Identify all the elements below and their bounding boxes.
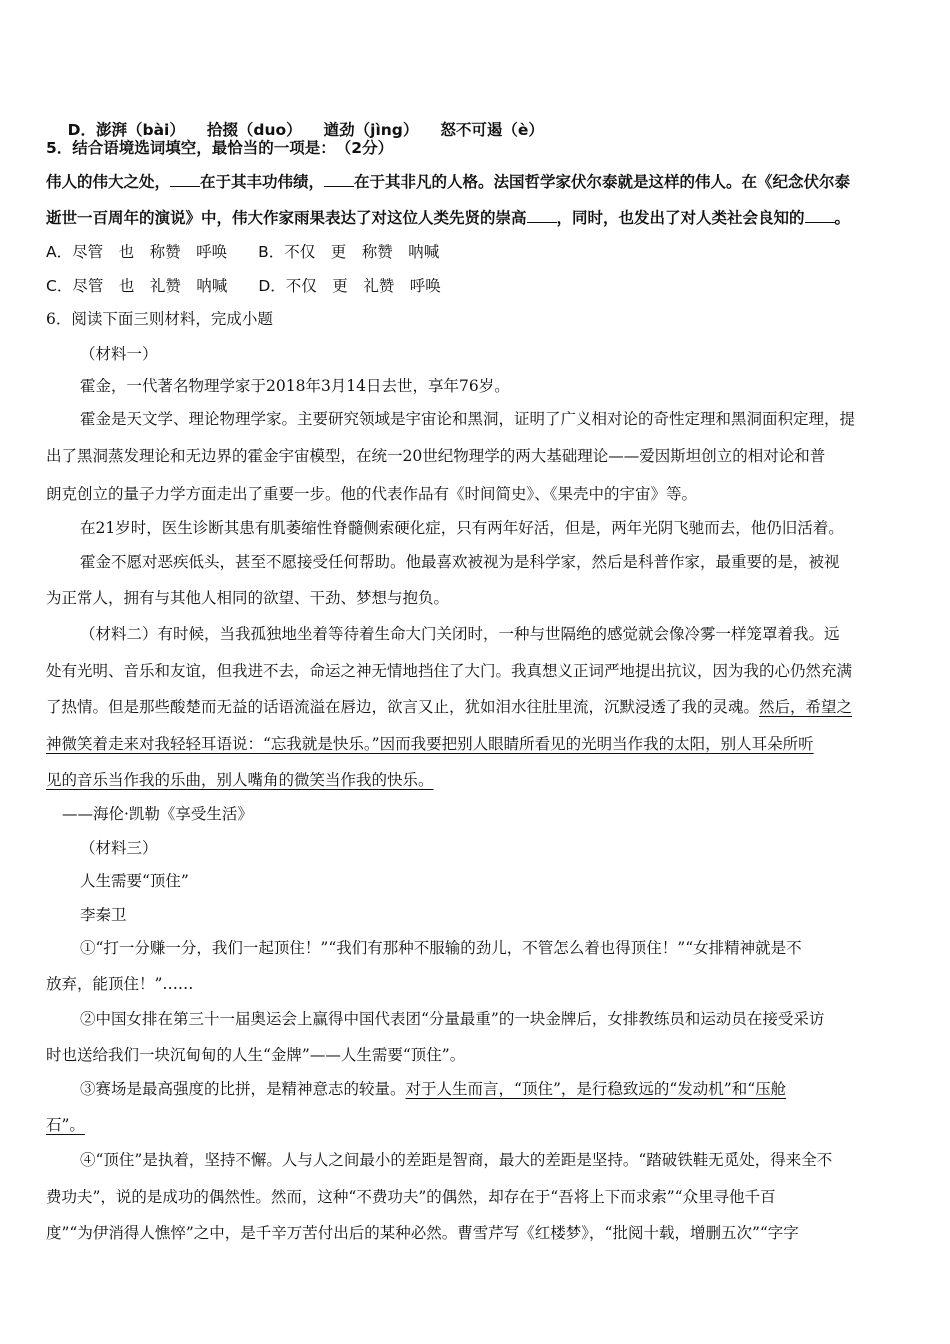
paragraph-line: 度”“为伊消得人憔悴”之中，是千辛万苦付出后的某种必然。曹雪芹写《红楼梦》，“批阅十载，增删五次”“字字: [46, 1224, 799, 1242]
paragraph-line: 了热情。但是那些酸楚而无益的话语流溢在唇边，欲言又止，犹如泪水往肚里流，沉默浸透了我的灵魂。然后，希望之: [46, 698, 853, 716]
option-item: 怒不可遏（è）: [440, 121, 544, 139]
underlined-text: 神微笑着走来对我轻轻耳语说：“忘我就是快乐。”因而我要把别人眼睛所看见的光明当作我的太阳，别人耳朵所听: [46, 735, 814, 753]
paragraph-line: 霍金不愿对恶疾低头，甚至不愿接受任何帮助。他最喜欢被视为是科学家，然后是科普作家，最重要的是，被视: [80, 553, 840, 571]
option-item: 拾掇（duo）: [206, 121, 302, 139]
paragraph-line: 费功夫”，说的是成功的偶然性。然而，这种“不费功夫”的偶然，却存在于“吾将上下而求索”“众里寻他千百: [46, 1188, 776, 1206]
paragraph-line: 时也送给我们一块沉甸甸的人生“金牌”——人生需要“顶住”。: [46, 1046, 466, 1064]
source-citation: ——海伦·凯勒《享受生活》: [62, 805, 253, 823]
q5-options-ab: A．尽管 也 称赞 呼唤 B．不仅 更 称赞 呐喊: [46, 243, 440, 261]
material-3-label: （材料三）: [80, 839, 158, 857]
option-item: 澎湃（bài）: [95, 121, 185, 139]
paragraph-line: ①“打一分赚一分，我们一起顶住！”“我们有那种不服输的劲儿，不管怎么着也得顶住！”“女排精神就是不: [80, 939, 802, 957]
q5-passage-line: 逝世一百周年的演说》中，伟大作家雨果表达了对这位人类先贤的崇高 ，同时，也发出了对人类社会良知的 。: [46, 209, 851, 227]
article-author: 李秦卫: [80, 906, 127, 924]
paragraph-line: ④“顶住”是执着，坚持不懈。人与人之间最小的差距是智商，最大的差距是坚持。“踏破铁鞋无觅处，得来全不: [80, 1151, 833, 1169]
paragraph-line: 出了黑洞蒸发理论和无边界的霍金宇宙模型，在统一20世纪物理学的两大基础理论——爱因斯坦创立的相对论和普: [46, 447, 826, 465]
paragraph-line: ③赛场是最高强度的比拼，是精神意志的较量。对于人生而言，“顶住”，是行稳致远的“发动机”和“压舱: [80, 1080, 787, 1098]
underlined-text: 见的音乐当作我的乐曲，别人嘴角的微笑当作我的快乐。: [46, 771, 434, 789]
q5-options-cd: C．尽管 也 礼赞 呐喊 D．不仅 更 礼赞 呼唤: [46, 277, 441, 295]
q6-header: 6．阅读下面三则材料，完成小题: [46, 310, 273, 328]
underlined-text: 对于人生而言，“顶住”，是行稳致远的“发动机”和“压舱: [405, 1080, 787, 1098]
paragraph-line: 为正常人，拥有与其他人相同的欲望、干劲、梦想与抱负。: [46, 589, 450, 607]
paragraph-line: 朗克创立的量子力学方面走出了重要一步。他的代表作品有《时间简史》、《果壳中的宇宙》等。: [46, 485, 698, 503]
paragraph-line: 霍金是天文学、理论物理学家。主要研究领域是宇宙论和黑洞，证明了广义相对论的奇性定理和黑洞面积定理，提: [80, 410, 856, 428]
option-item: 遒劲（jìng）: [323, 121, 419, 139]
material-1-label: （材料一）: [80, 345, 158, 363]
paragraph: 在21岁时，医生诊断其患有肌萎缩性脊髓侧索硬化症，只有两年好活，但是，两年光阴飞驰而去，他仍旧活着。: [80, 519, 844, 537]
underlined-text: 然后，希望之: [759, 698, 853, 716]
q5-header: 5．结合语境选词填空，最恰当的一项是： （2分）: [46, 139, 394, 157]
option-label: D．: [67, 121, 96, 139]
paragraph-line: 处有光明、音乐和友谊，但我进不去，命运之神无情地挡住了大门。我真想义正词严地提出抗议，因为我的心仍然充满: [46, 662, 853, 680]
q5-passage-line: 伟人的伟大之处， 在于其丰功伟绩， 在于其非凡的人格。法国哲学家伏尔泰就是这样的伟人。在《纪念伏尔泰: [46, 173, 851, 191]
paragraph-line: （材料二）有时候，当我孤独地坐着等待着生命大门关闭时，一种与世隔绝的感觉就会像冷雾一样笼罩着我。远: [80, 625, 840, 643]
paragraph-line: 放弃，能顶住！”……: [46, 975, 194, 993]
underlined-text: 石”。: [46, 1116, 85, 1134]
paragraph-line: ②中国女排在第三十一届奥运会上赢得中国代表团“分量最重”的一块金牌后，女排教练员和运动员在接受采访: [80, 1010, 825, 1028]
paragraph: 霍金，一代著名物理学家于2018年3月14日去世，享年76岁。: [80, 377, 510, 395]
article-title: 人生需要“顶住”: [80, 872, 189, 890]
